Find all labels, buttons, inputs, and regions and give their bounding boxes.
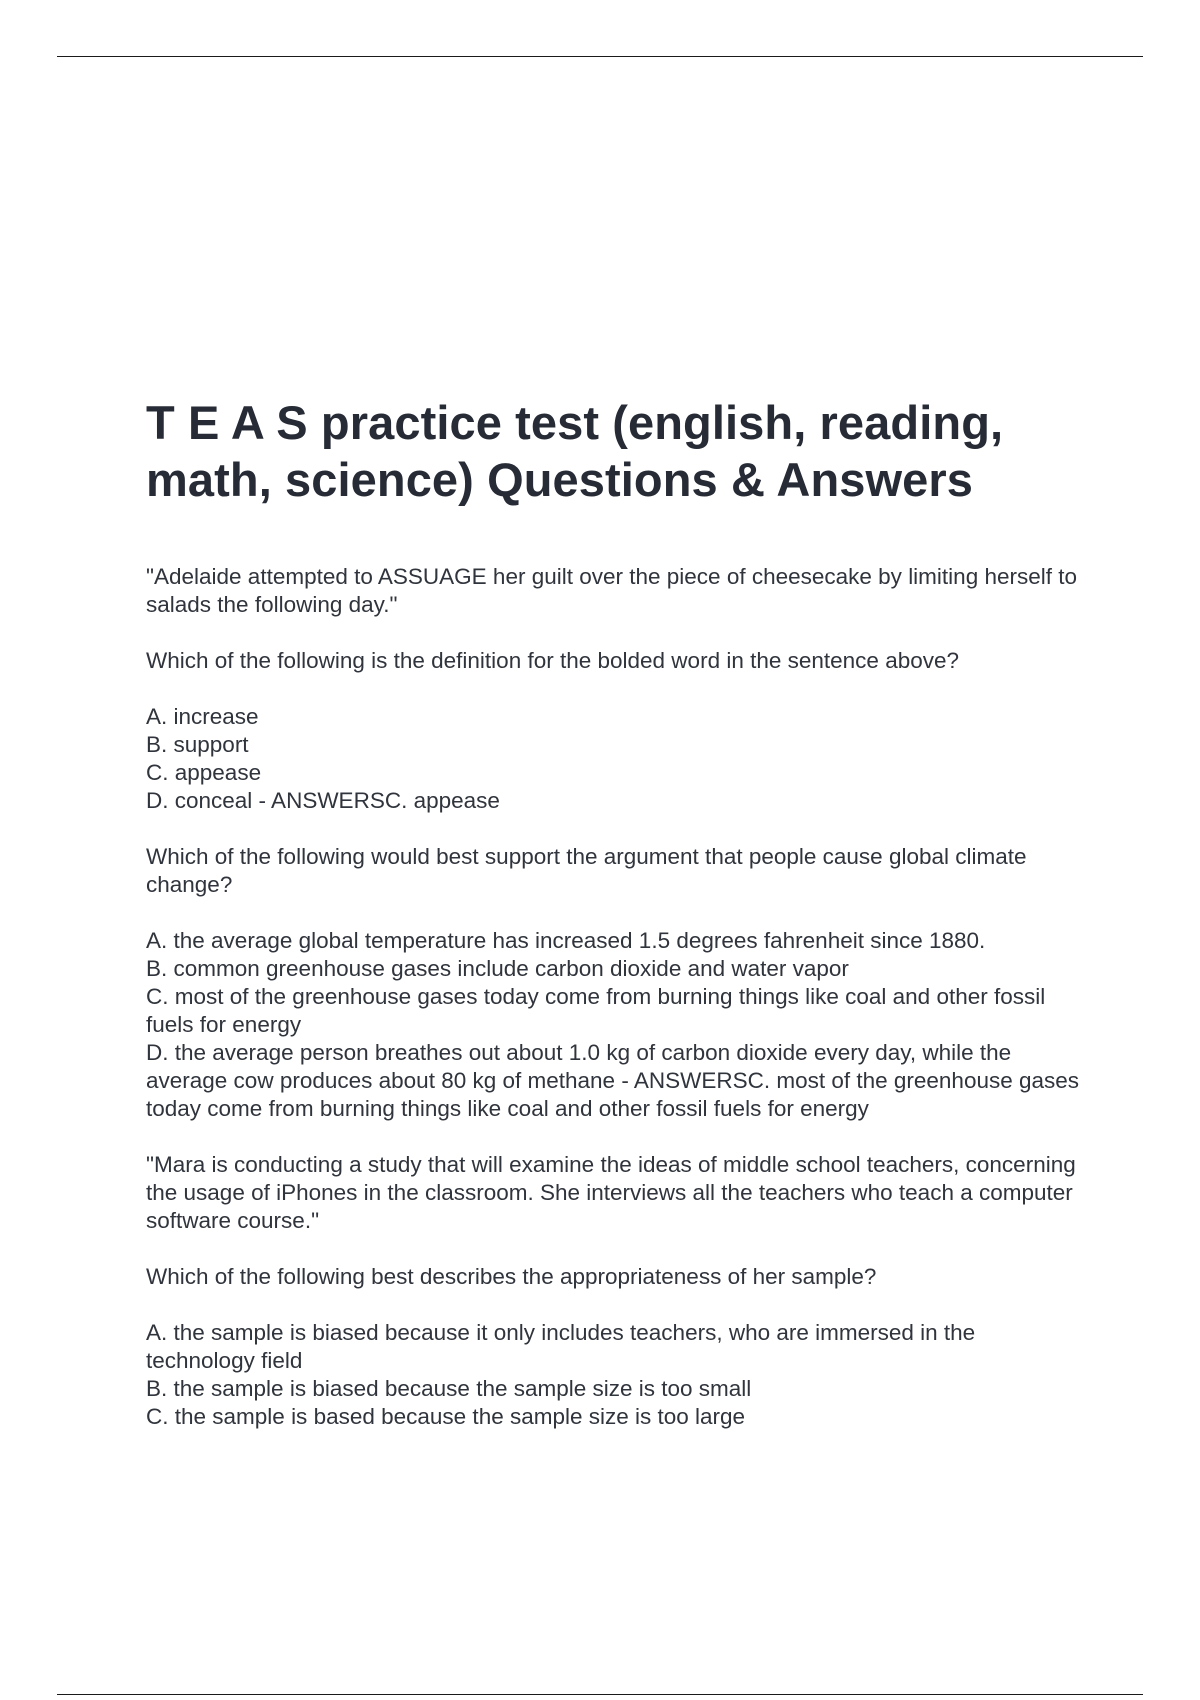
top-rule xyxy=(57,56,1143,57)
q2-option-d-answer: D. the average person breathes out about 1.0 kg of carbon dioxide every day, while the average cow produces about 80 kg of methane - ANSWERSC. most of the greenhouse gases today come from burning things like coal and other fossil fuels for energy xyxy=(146,1040,1080,1121)
q2-option-b: B. common greenhouse gases include carbon dioxide and water vapor xyxy=(146,956,849,981)
q3-option-c: C. the sample is based because the sample size is too large xyxy=(146,1404,746,1429)
q2-options xyxy=(146,927,1086,1123)
q2-option-a: A. the average global temperature has increased 1.5 degrees fahrenheit since 1880. xyxy=(146,928,986,953)
q1-prompt: "Adelaide attempted to ASSUAGE her guilt over the piece of cheesecake by limiting herself to salads the following day." xyxy=(146,564,1078,617)
q2-option-c: C. most of the greenhouse gases today come from burning things like coal and other fossil fuels for energy xyxy=(146,984,1046,1037)
q3-option-a: A. the sample is biased because it only includes teachers, who are immersed in the technology field xyxy=(146,1320,976,1373)
document-body xyxy=(146,563,1086,1431)
title-line-2: math, science) Questions & Answers xyxy=(146,453,974,506)
q1-option-a: A. increase xyxy=(146,704,259,729)
q1-option-d-answer: D. conceal - ANSWERSC. appease xyxy=(146,788,500,813)
q1-question: Which of the following is the definition for the bolded word in the sentence above? xyxy=(146,648,960,673)
q3-options xyxy=(146,1319,1086,1431)
q2-question: Which of the following would best support the argument that people cause global climate change? xyxy=(146,844,1027,897)
q3-option-b: B. the sample is biased because the sample size is too small xyxy=(146,1376,752,1401)
q1-option-c: C. appease xyxy=(146,760,262,785)
title-line-1: T E A S practice test (english, reading, xyxy=(146,396,1004,449)
q3-question: Which of the following best describes the appropriateness of her sample? xyxy=(146,1264,877,1289)
bottom-rule xyxy=(57,1694,1143,1695)
document-content xyxy=(146,394,1086,1459)
q1-options xyxy=(146,703,1086,815)
document-title xyxy=(146,394,1086,508)
q1-option-b: B. support xyxy=(146,732,249,757)
q3-prompt: "Mara is conducting a study that will examine the ideas of middle school teachers, concerning the usage of iPhones in the classroom. She interviews all the teachers who teach a computer software course." xyxy=(146,1152,1076,1233)
